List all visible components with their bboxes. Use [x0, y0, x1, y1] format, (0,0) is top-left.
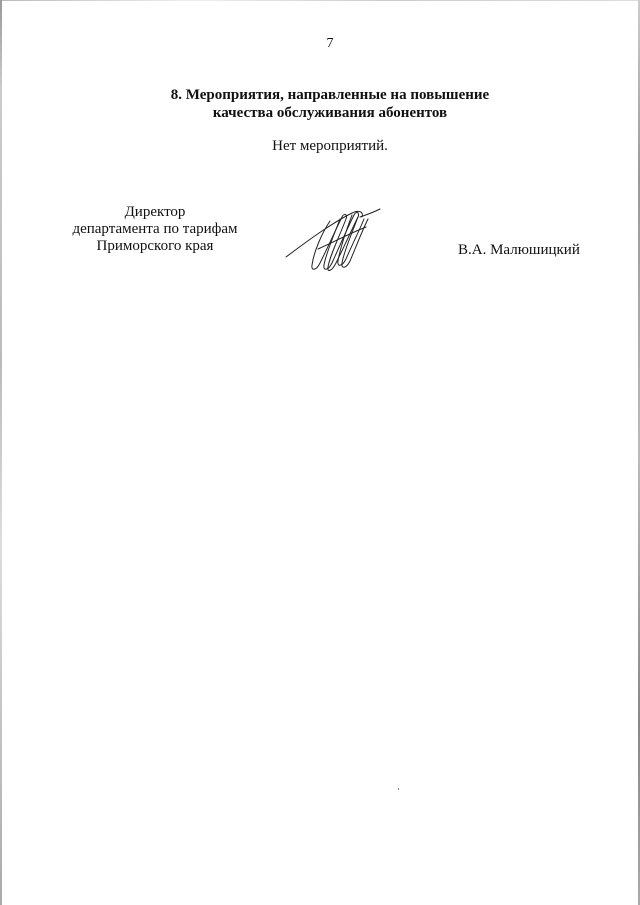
handwritten-signature [280, 205, 390, 275]
signer-name: В.А. Малюшицкий [458, 242, 580, 258]
scan-edge-left [0, 0, 2, 905]
section-title [0, 86, 640, 122]
section-body-text: Нет мероприятий. [272, 138, 388, 154]
signer-position-line-1: Директор [124, 204, 186, 220]
scan-edge-top [0, 0, 640, 1]
signer-position-line-3: Приморского края [96, 238, 214, 254]
section-title-line-1: 8. Мероприятия, направленные на повышение [170, 87, 490, 103]
scan-speck [398, 788, 399, 790]
section-title-line-2: качества обслуживания абонентов [212, 105, 448, 121]
page-number: 7 [326, 36, 334, 51]
signer-position [40, 204, 270, 255]
signer-position-line-2: департамента по тарифам [72, 221, 238, 237]
